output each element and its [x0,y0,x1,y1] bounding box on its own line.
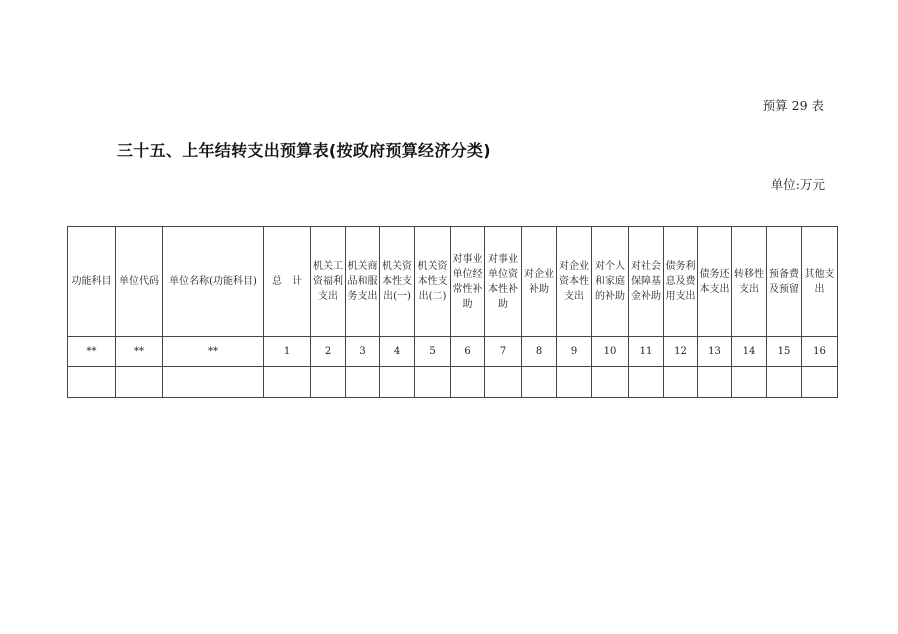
unit-label: 单位:万元 [770,177,825,192]
header-cell: 机关资本性支出(一) [380,227,415,337]
data-cell [346,367,380,398]
header-cell: 对事业单位经常性补助 [451,227,485,337]
header-cell: 机关工资福利支出 [311,227,346,337]
column-number-row [68,337,838,367]
column-number-cell: 8 [522,337,557,367]
header-cell: 机关商品和服务支出 [346,227,380,337]
header-cell: 对个人和家庭的补助 [592,227,629,337]
column-number-cell: 14 [732,337,767,367]
data-cell [451,367,485,398]
page-title: 三十五、上年结转支出预算表(按政府预算经济分类) [117,141,491,160]
header-cell: 功能科目 [68,227,116,337]
data-cell [767,367,802,398]
header-cell: 单位代码 [116,227,163,337]
header-cell: 其他支出 [802,227,838,337]
data-cell [485,367,522,398]
header-cell: 预备费及预留 [767,227,802,337]
data-cell [380,367,415,398]
data-cell [415,367,451,398]
empty-data-row [68,367,838,398]
column-number-cell: 9 [557,337,592,367]
header-cell: 单位名称(功能科目) [163,227,264,337]
header-cell: 对社会保障基金补助 [629,227,664,337]
budget-table [67,226,838,398]
header-cell: 对企业补助 [522,227,557,337]
data-cell [592,367,629,398]
column-number-cell: 13 [698,337,732,367]
column-number-cell: ** [163,337,264,367]
data-cell [698,367,732,398]
data-cell [116,367,163,398]
column-number-cell: 15 [767,337,802,367]
data-cell [522,367,557,398]
header-cell: 对企业资本性支出 [557,227,592,337]
data-cell [311,367,346,398]
column-number-cell: 6 [451,337,485,367]
header-cell: 转移性支出 [732,227,767,337]
header-cell: 债务还本支出 [698,227,732,337]
column-number-cell: 11 [629,337,664,367]
column-number-cell: 4 [380,337,415,367]
column-number-cell: ** [116,337,163,367]
column-number-cell: 5 [415,337,451,367]
column-number-cell: 2 [311,337,346,367]
data-cell [802,367,838,398]
column-number-cell: 7 [485,337,522,367]
data-cell [264,367,311,398]
header-cell: 机关资本性支出(二) [415,227,451,337]
data-cell [732,367,767,398]
column-number-cell: 16 [802,337,838,367]
data-cell [557,367,592,398]
column-number-cell: 1 [264,337,311,367]
header-cell: 债务利息及费用支出 [664,227,698,337]
column-number-cell: 12 [664,337,698,367]
data-cell [664,367,698,398]
header-row [68,227,838,337]
report-number-label: 预算 29 表 [762,98,824,113]
data-cell [629,367,664,398]
data-cell [163,367,264,398]
header-cell: 总 计 [264,227,311,337]
column-number-cell: 10 [592,337,629,367]
header-cell: 对事业单位资本性补助 [485,227,522,337]
column-number-cell: ** [68,337,116,367]
column-number-cell: 3 [346,337,380,367]
data-cell [68,367,116,398]
